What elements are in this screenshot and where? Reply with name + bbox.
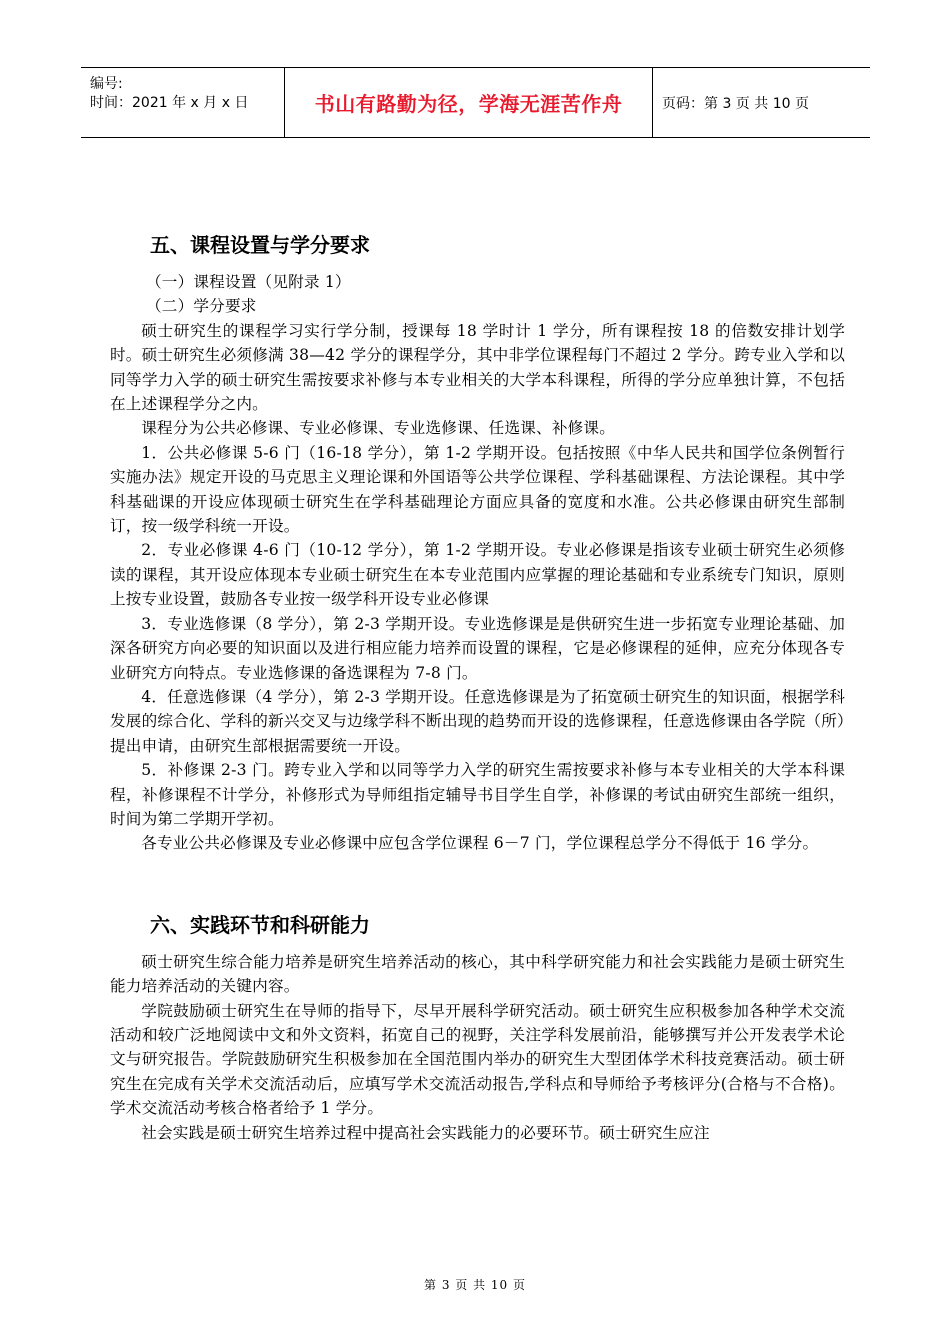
paragraph: 各专业公共必修课及专业必修课中应包含学位课程 6－7 门，学位课程总学分不得低于 16 学分。 <box>141 834 819 853</box>
paragraph: 4．任意选修课（4 学分），第 2-3 学期开设。任意选修课是为了拓宽硕士研究生的知识面，根据学科发展的综合化、学科的新兴交叉与边缘学科不断出现的趋势而开设的选修课程，任意选修课由各学院（所）提出申请，由研究生部根据需要统一开设。 <box>110 687 845 755</box>
paragraph: 学院鼓励硕士研究生在导师的指导下，尽早开展科学研究活动。硕士研究生应积极参加各种学术交流活动和较广泛地阅读中文和外文资料，拓宽自己的视野，关注学科发展前沿，能够撰写并公开发表学术论文与研究报告。学院鼓励研究生积极参加在全国范围内举办的研究生大型团体学术科技竞赛活动。硕士研究生在完成有关学术交流活动后，应填写学术交流活动报告,学科点和导师给予考核评分(合格与不合格)。学术交流活动考核合格者给予 1 学分。 <box>110 1001 845 1118</box>
subsection-heading: （一）课程设置（见附录 1） <box>146 273 351 291</box>
paragraph: 1．公共必修课 5-6 门（16-18 学分），第 1-2 学期开设。包括按照《中华人民共和国学位条例暂行实施办法》规定开设的马克思主义理论课和外国语等公共学位课程、学科基础课程、方法论课程。其中学科基础课的开设应体现硕士研究生在学科基础理论方面应具备的宽度和水准。公共必修课由研究生部制订，按一级学科统一开设。 <box>110 443 845 536</box>
paragraph: 课程分为公共必修课、专业必修课、专业选修课、任选课、补修课。 <box>141 419 616 438</box>
section-heading: 六、实践环节和科研能力 <box>150 912 370 937</box>
document-date: 时间：2021 年 x 月 x 日 <box>90 95 249 111</box>
document-body <box>110 228 845 1145</box>
header-info-cell <box>81 68 284 137</box>
section-heading: 五、课程设置与学分要求 <box>150 233 370 257</box>
page-footer: 第 3 页 共 10 页 <box>424 1278 526 1292</box>
paragraph: 5．补修课 2-3 门。跨专业入学和以同等学力入学的研究生需按要求补修与本专业相关的大学本科课程，补修课程不计学分，补修形式为导师组指定辅导书目学生自学，补修课的考试由研究生部统一组织，时间为第二学期开学初。 <box>110 761 845 828</box>
document-number-label: 编号: <box>90 76 123 92</box>
paragraph: 硕士研究生的课程学习实行学分制，授课每 18 学时计 1 学分，所有课程按 18 的倍数安排计划学时。硕士研究生必须修满 38—42 学分的课程学分，其中非学位课程每门不超过 2 学分。跨专业入学和以同等学力入学的硕士研究生需按要求补修与本专业相关的大学本科课程，所得的学分应单独计算，不包括在上述课程学分之内。 <box>110 321 845 414</box>
paragraph: 3．专业选修课（8 学分），第 2-3 学期开设。专业选修课是是供研究生进一步拓宽专业理论基础、加深各研究方向必要的知识面以及进行相应能力培养而设置的课程，它是必修课程的延伸，应充分体现各专业研究方向特点。专业选修课的备选课程为 7-8 门。 <box>110 614 845 682</box>
subsection-heading: （二）学分要求 <box>146 297 257 316</box>
page-header <box>81 67 870 138</box>
header-divider <box>652 68 653 137</box>
header-motto: 书山有路勤为径，学海无涯苦作舟 <box>314 92 623 116</box>
paragraph: 社会实践是硕士研究生培养过程中提高社会实践能力的必要环节。硕士研究生应注 <box>141 1123 710 1142</box>
paragraph: 2．专业必修课 4-6 门（10-12 学分），第 1-2 学期开设。专业必修课是指该专业硕士研究生必须修读的课程，其开设应体现本专业硕士研究生在本专业范围内应掌握的理论基础和专业系统专门知识，原则上按专业设置，鼓励各专业按一级学科开设专业必修课 <box>110 541 845 609</box>
paragraph: 硕士研究生综合能力培养是研究生培养活动的核心，其中科学研究能力和社会实践能力是硕士研究生能力培养活动的关键内容。 <box>110 952 845 996</box>
header-page-info: 页码：第 3 页 共 10 页 <box>662 95 809 112</box>
